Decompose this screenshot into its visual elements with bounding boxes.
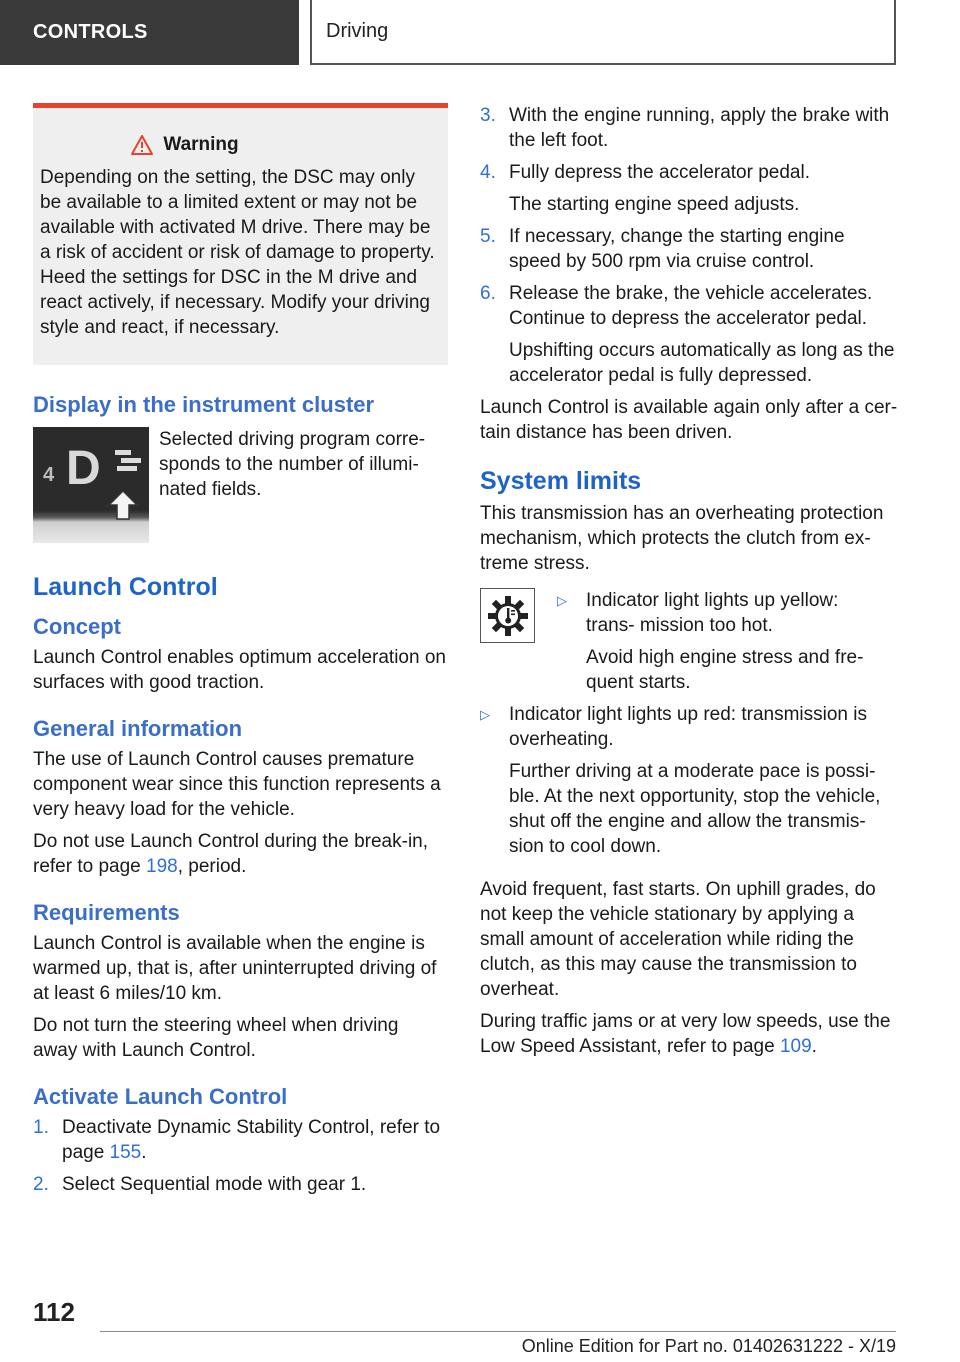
page-link-198[interactable]: 198 (146, 856, 178, 877)
general-info-heading: General information (33, 716, 243, 741)
warning-triangle-icon (131, 135, 153, 155)
list-item (480, 281, 898, 331)
chapter-tab (310, 0, 896, 65)
requirements-text: Launch Control is available when the engine is warmed up, that is, after uninterrupted driving of at least 6 miles/10 km. (33, 933, 437, 1004)
step-number: 2. (33, 1174, 49, 1195)
gear-number: 4 (43, 464, 55, 486)
right-column (480, 103, 898, 1066)
footer-divider (100, 1331, 896, 1332)
activation-steps-part1 (33, 1115, 448, 1197)
list-item: 1. Deactivate Dynamic Stability Control, refer to page 155. (33, 1117, 441, 1163)
step-text: With the engine running, apply the brake with the left foot. (509, 105, 890, 151)
step-note: Upshifting occurs automatically as long as the accelerator pedal is fully depressed. (509, 340, 895, 386)
program-fields-icon (113, 447, 143, 477)
list-item (480, 702, 898, 752)
warning-text: Depending on the setting, the DSC may only be available to a limited extent or may not be available with activated M drive. There may be a risk of accident or risk of damage to property. Heed the settings for DSC in the M drive and react actively, if necessary. Modify your driving style and react, if necessary. (40, 167, 435, 338)
system-limits-heading: System limits (480, 467, 642, 495)
section-title: CONTROLS (33, 21, 148, 43)
list-item (480, 160, 898, 185)
page-link-155[interactable]: 155 (109, 1142, 142, 1163)
yellow-indicator-list (557, 588, 887, 702)
list-item (480, 224, 898, 274)
step-note: The starting engine speed adjusts. (509, 194, 800, 215)
page-link-109[interactable]: 109 (779, 1036, 812, 1057)
step-number: 3. (480, 105, 496, 126)
gear-letter: D (66, 442, 101, 495)
low-speed-text: During traffic jams or at very low speeds, use the Low Speed Assistant, refer to page 109. (480, 1011, 891, 1057)
list-item (557, 588, 887, 638)
fast-starts-text: Avoid frequent, fast starts. On uphill grades, do not keep the vehicle stationary by applying a small amount of acceleration while riding the clutch, as this may cause the transmission to overheat. (480, 879, 876, 1000)
bullet-text: Indicator light lights up yellow: trans- mission too hot. (586, 590, 839, 636)
break-in-text: Do not use Launch Control during the break-in, refer to page 198, period. (33, 831, 429, 877)
upshift-arrow-icon (107, 489, 139, 521)
step-number: 4. (480, 162, 496, 183)
bullet-note: Further driving at a moderate pace is possi- ble. At the next opportunity, stop the vehicle, shut off the engine and allow the transmis- sion to cool down. (509, 761, 881, 857)
step-number: 6. (480, 283, 496, 304)
bullet-triangle-icon: ▷ (480, 707, 490, 722)
general-info-text: The use of Launch Control causes premature component wear since this function represents a very heavy load for the vehicle. (33, 749, 441, 820)
step-number: 5. (480, 226, 496, 247)
availability-text: Launch Control is available again only after a cer- tain distance has been driven. (480, 397, 898, 443)
activate-heading: Activate Launch Control (33, 1084, 288, 1109)
concept-text: Launch Control enables optimum acceleration on surfaces with good traction. (33, 647, 446, 693)
display-figure (33, 427, 448, 543)
transmission-temperature-icon (486, 594, 530, 638)
warning-title: Warning (163, 134, 239, 155)
section-tab (0, 0, 299, 65)
warning-box (33, 103, 448, 365)
step-text: Release the brake, the vehicle accelerates. Continue to depress the accelerator pedal. (509, 283, 873, 329)
concept-heading: Concept (33, 614, 121, 639)
step-text: If necessary, change the starting engine speed by 500 rpm via cruise control. (509, 226, 845, 272)
list-item (33, 1172, 448, 1197)
step-number: 1. (33, 1117, 49, 1138)
step-text: Select Sequential mode with gear 1. (62, 1174, 367, 1195)
transmission-indicator-image (480, 588, 535, 643)
activation-steps-part2 (480, 103, 898, 388)
launch-control-heading: Launch Control (33, 573, 218, 601)
left-column (33, 103, 448, 1204)
red-indicator-list (480, 702, 898, 859)
gearbox-figure (480, 588, 898, 702)
page-number: 112 (33, 1297, 75, 1327)
limits-intro: This transmission has an overheating protection mechanism, which protects the clutch from ex- treme stress. (480, 503, 884, 574)
chapter-title: Driving (326, 20, 389, 42)
display-heading: Display in the instrument cluster (33, 392, 375, 417)
instrument-cluster-image (33, 427, 149, 543)
warning-header (0, 132, 440, 157)
requirements-heading: Requirements (33, 900, 180, 925)
list-item (480, 103, 898, 153)
edition-text: Online Edition for Part no. 01402631222 - X/19 (521, 1336, 896, 1356)
bullet-note: Avoid high engine stress and fre- quent starts. (586, 647, 864, 693)
bullet-triangle-icon: ▷ (557, 593, 567, 608)
step-text: Fully depress the accelerator pedal. (509, 162, 810, 183)
display-text: Selected driving program corre- sponds to the number of illumi- nated fields. (159, 429, 426, 500)
steering-text: Do not turn the steering wheel when driving away with Launch Control. (33, 1015, 399, 1061)
bullet-text: Indicator light lights up red: transmission is overheating. (509, 704, 867, 750)
